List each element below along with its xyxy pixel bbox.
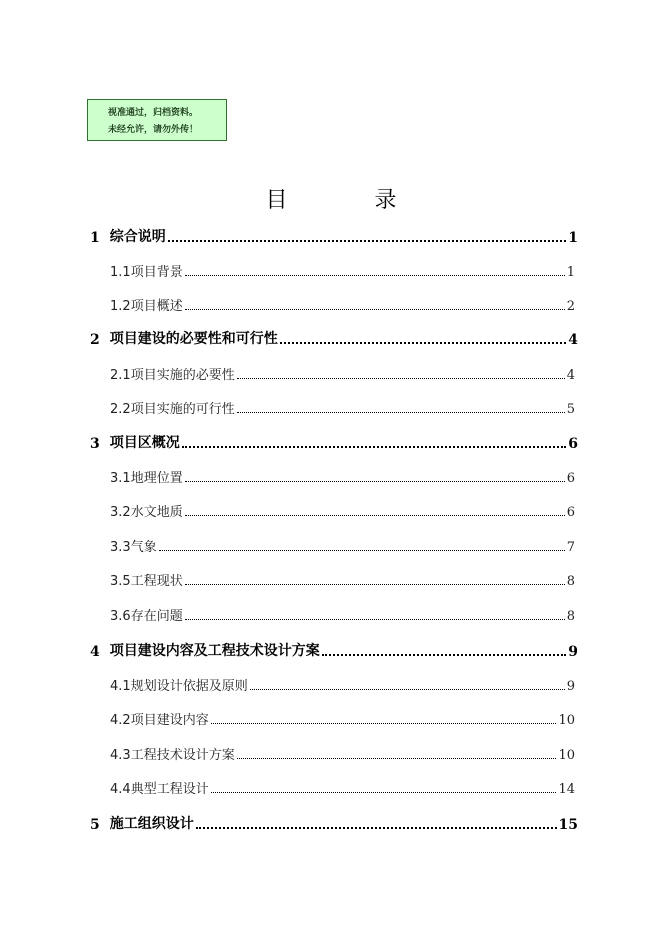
toc-page-number: 5 [566, 402, 575, 417]
toc-dot-leader [168, 239, 567, 242]
toc-chapter-entry[interactable] [90, 813, 578, 833]
toc-entry-title: 综合说明 [109, 229, 166, 245]
toc-chapter-entry[interactable] [90, 432, 578, 452]
toc-page-number: 1 [568, 230, 578, 246]
toc-title: 目 录 [265, 188, 437, 213]
toc-dot-leader [182, 445, 567, 448]
toc-chapter-entry[interactable] [90, 226, 578, 246]
toc-entry-title: 项目建设内容 [130, 713, 209, 728]
toc-section-entry[interactable] [110, 708, 575, 728]
toc-section-entry[interactable] [110, 363, 575, 383]
toc-entry-number: 1 [90, 230, 100, 246]
toc-entry-title: 项目建设内容及工程技术设计方案 [109, 643, 320, 659]
toc-entry-title: 气象 [130, 540, 157, 555]
toc-entry-title: 工程技术设计方案 [130, 748, 235, 763]
toc-dot-leader [322, 653, 567, 656]
toc-entry-title: 项目概述 [130, 299, 183, 314]
toc-dot-leader [211, 791, 557, 793]
toc-section-entry[interactable] [110, 674, 575, 694]
toc-entry-number: 4.4 [110, 782, 131, 797]
toc-page-number: 2 [566, 299, 575, 314]
toc-page-number: 15 [558, 817, 578, 833]
toc-entry-title: 项目实施的可行性 [130, 402, 235, 417]
toc-entry-title: 项目实施的必要性 [130, 368, 235, 383]
toc-entry-title: 项目区概况 [109, 435, 180, 451]
toc-dot-leader [185, 583, 565, 585]
toc-entry-number: 4.3 [110, 748, 131, 763]
toc-page-number: 4 [568, 332, 578, 348]
toc-dot-leader [185, 308, 565, 310]
toc-section-entry[interactable] [110, 260, 575, 280]
toc-dot-leader [185, 618, 565, 620]
toc-section-entry[interactable] [110, 500, 575, 520]
toc-page-number: 1 [566, 265, 575, 280]
toc-page-number: 8 [566, 609, 575, 624]
toc-entry-number: 3.5 [110, 574, 131, 589]
toc-entry-title: 存在问题 [130, 609, 183, 624]
toc-page-number: 9 [568, 644, 578, 660]
stamp-line-1: 视准通过，归档资料。 [108, 108, 199, 118]
toc-dot-leader [237, 377, 565, 379]
toc-entry-number: 3.2 [110, 505, 131, 520]
toc-entry-number: 3.3 [110, 540, 131, 555]
toc-entry-number: 4 [90, 644, 100, 660]
toc-dot-leader [211, 722, 557, 724]
toc-entry-number: 2 [90, 332, 100, 348]
toc-dot-leader [237, 411, 565, 413]
toc-entry-number: 5 [90, 817, 100, 833]
toc-entry-number: 4.2 [110, 713, 131, 728]
toc-chapter-entry[interactable] [90, 640, 578, 660]
toc-entry-number: 3.6 [110, 609, 131, 624]
toc-section-entry[interactable] [110, 535, 575, 555]
toc-section-entry[interactable] [110, 397, 575, 417]
toc-dot-leader [185, 274, 565, 276]
toc-entry-title: 项目建设的必要性和可行性 [109, 331, 278, 347]
toc-section-entry[interactable] [110, 569, 575, 589]
toc-entry-number: 1.1 [110, 265, 131, 280]
toc-page-number: 7 [566, 540, 575, 555]
toc-entry-title: 典型工程设计 [130, 782, 209, 797]
toc-page-number: 9 [566, 679, 575, 694]
toc-dot-leader [237, 757, 557, 759]
toc-dot-leader [250, 688, 565, 690]
toc-entry-number: 2.2 [110, 402, 131, 417]
toc-entry-title: 规划设计依据及原则 [130, 679, 248, 694]
toc-entry-title: 水文地质 [130, 505, 183, 520]
toc-page-number: 4 [566, 368, 575, 383]
toc-section-entry[interactable] [110, 294, 575, 314]
toc-section-entry[interactable] [110, 604, 575, 624]
toc-section-entry[interactable] [110, 466, 575, 486]
approval-stamp [87, 99, 227, 141]
toc-entry-number: 4.1 [110, 679, 131, 694]
toc-dot-leader [185, 514, 565, 516]
toc-dot-leader [280, 341, 567, 344]
toc-page-number: 6 [566, 471, 575, 486]
toc-page-number: 10 [558, 713, 575, 728]
toc-entry-title: 项目背景 [130, 265, 183, 280]
toc-dot-leader [196, 826, 557, 829]
toc-section-entry[interactable] [110, 777, 575, 797]
toc-dot-leader [159, 549, 565, 551]
toc-dot-leader [185, 480, 565, 482]
toc-entry-title: 施工组织设计 [109, 816, 194, 832]
toc-page-number: 10 [558, 748, 575, 763]
toc-entry-title: 工程现状 [130, 574, 183, 589]
toc-page-number: 14 [558, 782, 575, 797]
toc-entry-title: 地理位置 [130, 471, 183, 486]
toc-entry-number: 3 [90, 436, 100, 452]
toc-page-number: 8 [566, 574, 575, 589]
toc-entry-number: 1.2 [110, 299, 131, 314]
stamp-line-2: 未经允许，请勿外传！ [108, 125, 199, 135]
toc-page-number: 6 [568, 436, 578, 452]
toc-entry-number: 2.1 [110, 368, 131, 383]
toc-entry-number: 3.1 [110, 471, 131, 486]
toc-chapter-entry[interactable] [90, 328, 578, 348]
toc-page-number: 6 [566, 505, 575, 520]
toc-section-entry[interactable] [110, 743, 575, 763]
